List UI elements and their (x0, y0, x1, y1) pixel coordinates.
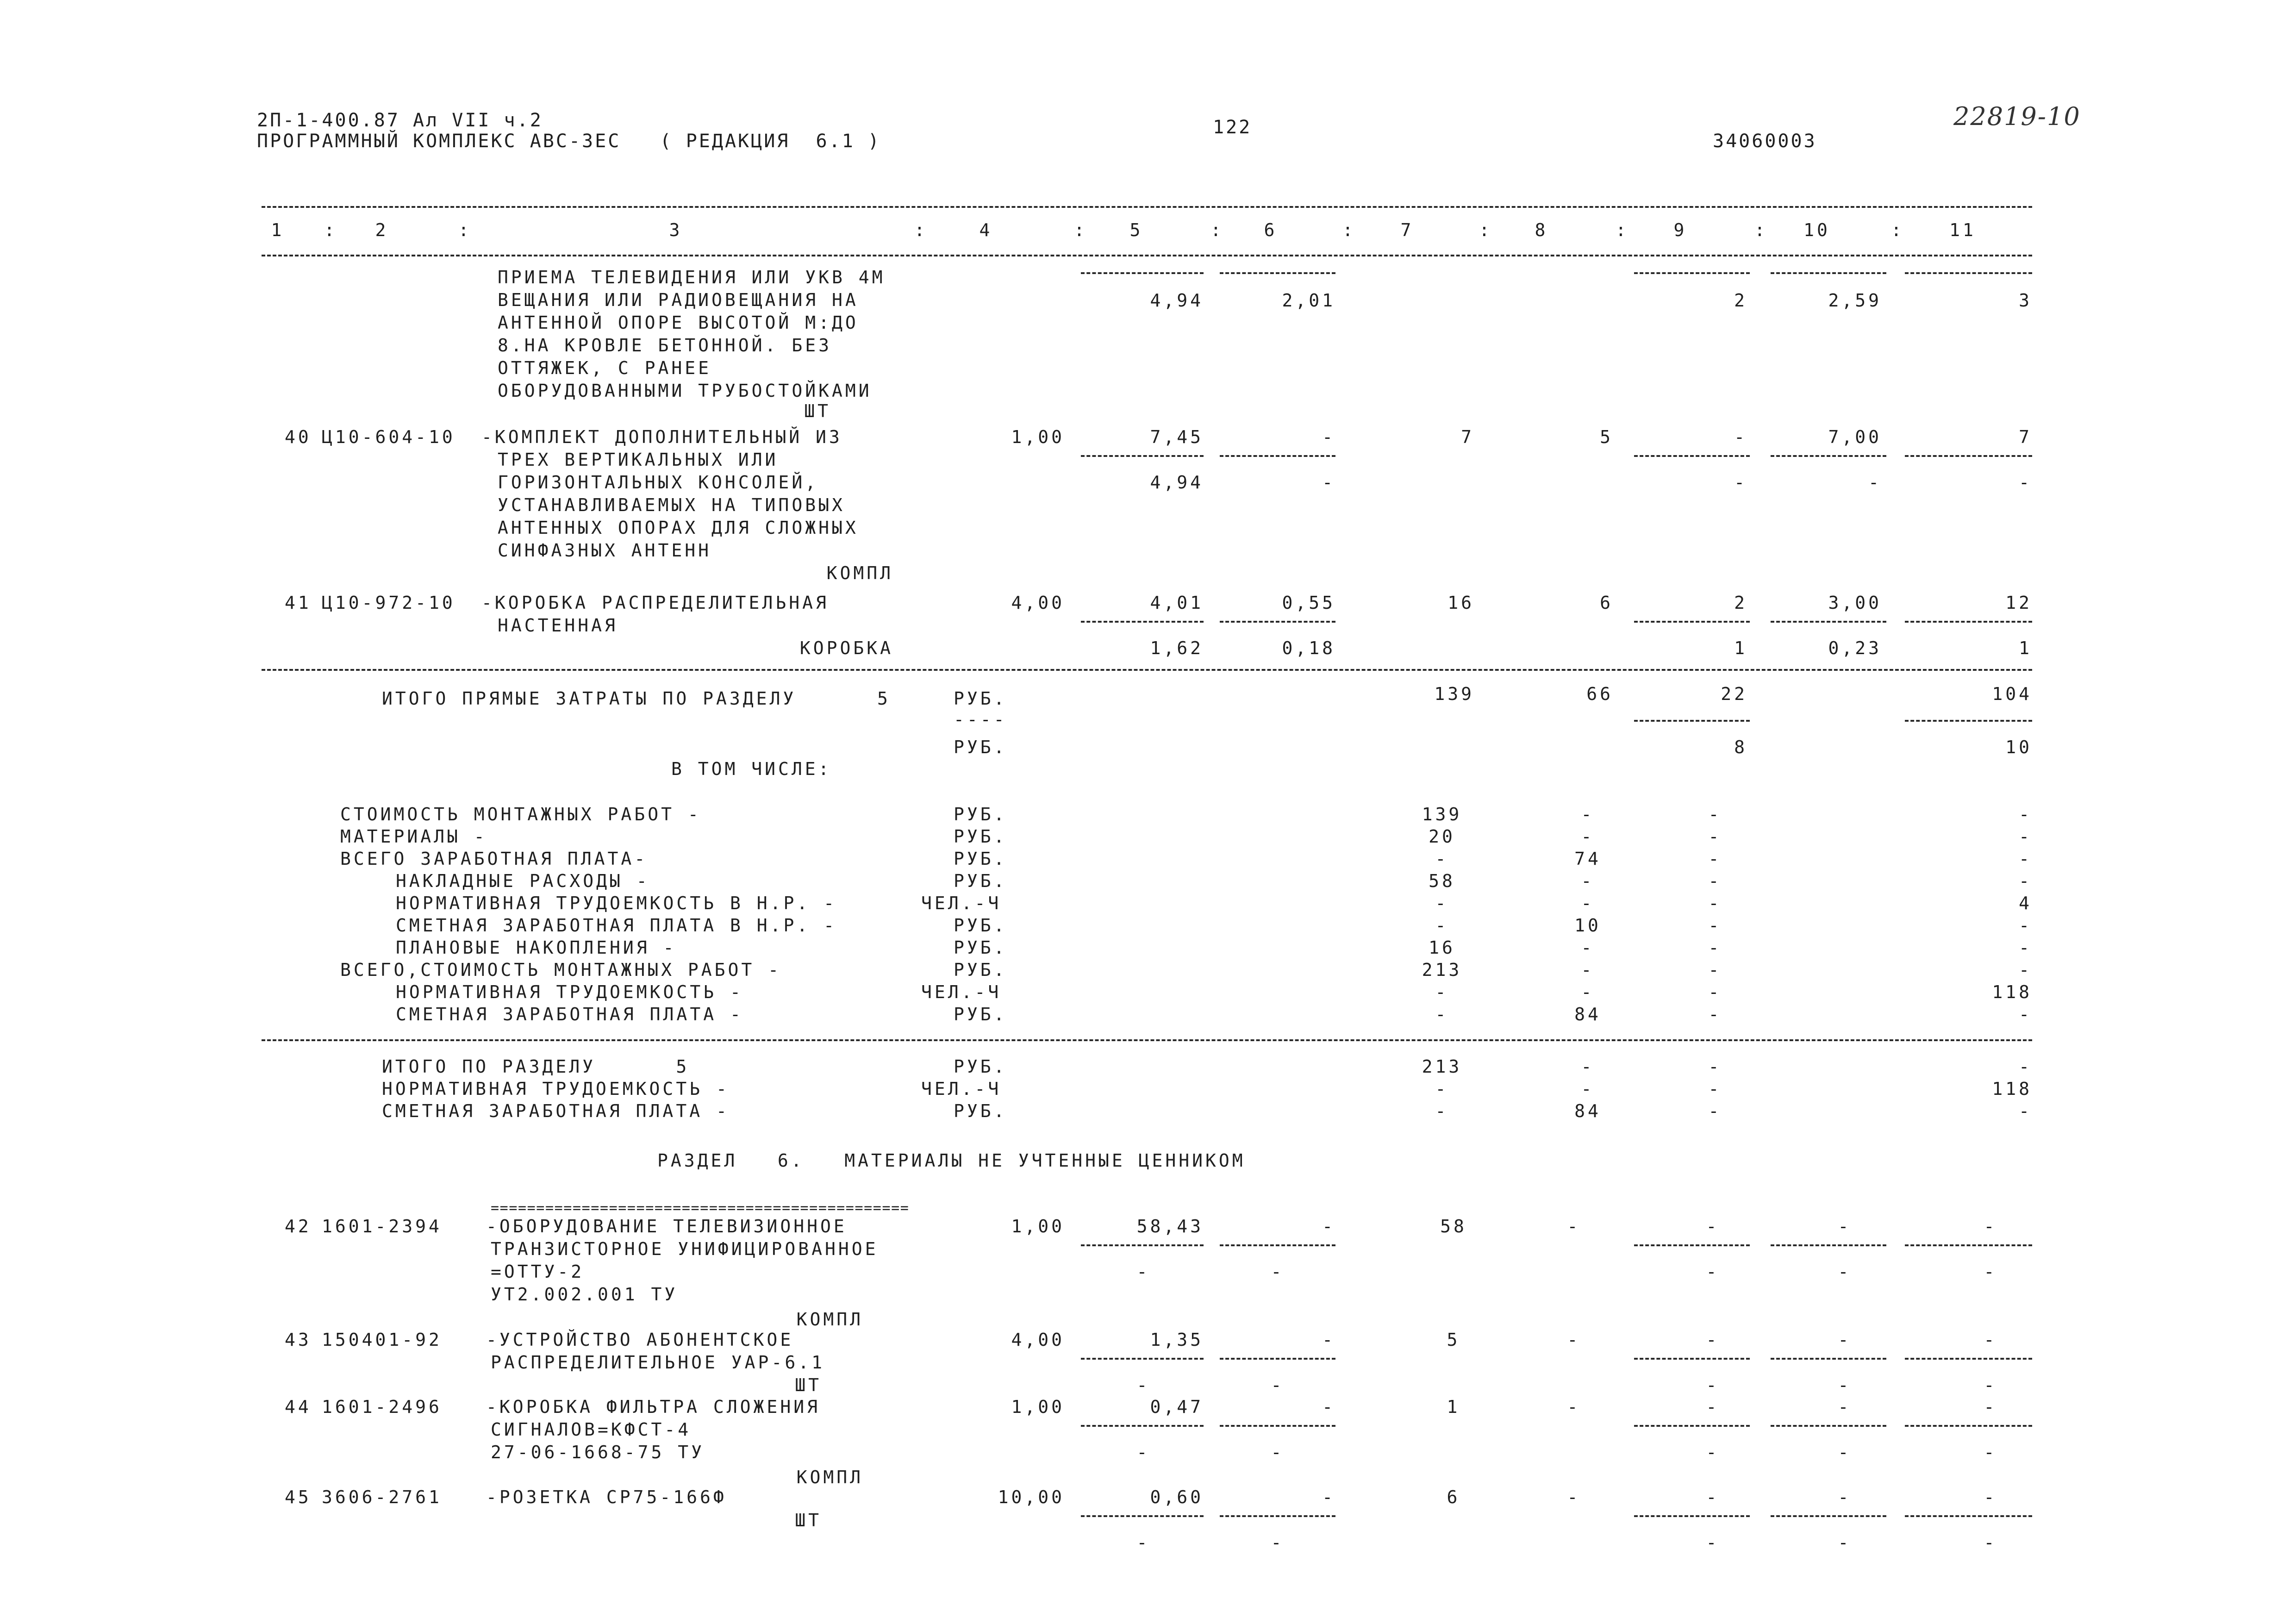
direct-costs-c9: 22 (1721, 684, 1747, 704)
breakdown-c7: - (1435, 893, 1449, 913)
material-description-line: -РОЗЕТКА СР75-166Ф (486, 1487, 727, 1507)
breakdown-c8: 84 (1574, 1004, 1601, 1024)
direct-costs-c8: 66 (1586, 684, 1613, 704)
item-code: Ц10-604-10 (322, 427, 455, 447)
column-number: 6 (1264, 220, 1278, 240)
material-c11b: - (1984, 1532, 1997, 1553)
section-rule (262, 1039, 2032, 1041)
material-c11b: - (1984, 1375, 1997, 1395)
material-c6b: - (1271, 1532, 1285, 1553)
breakdown-c11: 4 (2019, 893, 2032, 913)
subline-separator (1220, 1244, 1335, 1246)
section-total-label: НОРМАТИВНАЯ ТРУДОЕМКОСТЬ - (382, 1079, 730, 1099)
subline-separator (1081, 272, 1204, 274)
breakdown-c11: - (2019, 1004, 2032, 1024)
material-unit: ШТ (795, 1375, 822, 1395)
material-qty: 1,00 (1011, 1216, 1065, 1237)
section-total-c11: - (2019, 1101, 2032, 1121)
breakdown-label: ПЛАНОВЫЕ НАКОПЛЕНИЯ - (396, 937, 677, 958)
item-c11b: 1 (2019, 638, 2032, 658)
item-c8: 5 (1600, 427, 1613, 447)
material-c10b: - (1838, 1532, 1852, 1553)
material-c8: - (1567, 1216, 1581, 1237)
subline-separator (1905, 720, 2032, 722)
item-unit: ШТ (804, 401, 831, 421)
material-c11b: - (1984, 1442, 1997, 1462)
material-code: 1601-2496 (322, 1397, 442, 1417)
breakdown-c8: - (1581, 960, 1595, 980)
subline-separator (1905, 621, 2032, 623)
material-code: 1601-2394 (322, 1216, 442, 1237)
material-unit: КОМПЛ (796, 1467, 863, 1487)
material-c10: - (1838, 1487, 1852, 1507)
material-c11: - (1984, 1487, 1997, 1507)
subline-separator (1634, 455, 1750, 457)
breakdown-label: НАКЛАДНЫЕ РАСХОДЫ - (396, 871, 650, 891)
item-c10: 7,00 (1828, 427, 1882, 447)
item-c9: - (1734, 427, 1747, 447)
column-number: 10 (1803, 220, 1830, 240)
breakdown-unit: РУБ. (954, 937, 1007, 958)
including-label: В ТОМ ЧИСЛЕ: (671, 759, 832, 779)
item-c6: 2,01 (1282, 290, 1335, 311)
subline-separator (1081, 1358, 1204, 1360)
material-description-line: УТ2.002.001 ТУ (491, 1284, 678, 1305)
breakdown-c8: - (1581, 893, 1595, 913)
subline-separator (1634, 1358, 1750, 1360)
column-separator: : (1074, 220, 1087, 240)
item-description-line: -КОМПЛЕКТ ДОПОЛНИТЕЛЬНЫЙ ИЗ (481, 427, 842, 447)
material-number: 43 (285, 1330, 312, 1350)
item-unit: КОМПЛ (826, 563, 893, 583)
section-rule (262, 669, 2032, 671)
table-top-rule (262, 206, 2032, 208)
item-description-line: СИНФАЗНЫХ АНТЕНН (498, 540, 712, 561)
item-c11: 7 (2019, 427, 2032, 447)
item-description-line: УСТАНАВЛИВАЕМЫХ НА ТИПОВЫХ (498, 495, 845, 515)
breakdown-unit: РУБ. (954, 871, 1007, 891)
material-c8: - (1567, 1397, 1581, 1417)
item-c7: 7 (1461, 427, 1474, 447)
column-separator: : (458, 220, 472, 240)
item-description-line: НАСТЕННАЯ (498, 615, 618, 636)
subline-separator (1220, 272, 1335, 274)
breakdown-c7: 20 (1429, 826, 1455, 847)
subline-separator (1905, 1358, 2032, 1360)
material-unit: КОМПЛ (796, 1309, 863, 1330)
subline-separator (1771, 272, 1886, 274)
item-description-line: АНТЕННОЙ ОПОРЕ ВЫСОТОЙ М:ДО (498, 312, 859, 333)
breakdown-c7: 139 (1422, 804, 1462, 824)
direct-costs-c7: 139 (1434, 684, 1474, 704)
material-c6b: - (1271, 1262, 1285, 1282)
breakdown-c8: - (1581, 871, 1595, 891)
breakdown-c9: - (1708, 893, 1722, 913)
item-c10: 3,00 (1828, 593, 1882, 613)
subline-separator (1081, 1425, 1204, 1427)
subline-separator (1634, 272, 1750, 274)
section-total-unit: РУБ. (954, 1056, 1007, 1077)
breakdown-c11: - (2019, 937, 2032, 958)
section-total-c8: 84 (1574, 1101, 1601, 1121)
subline-separator (1905, 272, 2032, 274)
material-c8: - (1567, 1330, 1581, 1350)
subline-separator (1634, 1244, 1750, 1246)
direct-costs-label: ИТОГО ПРЯМЫЕ ЗАТРАТЫ ПО РАЗДЕЛУ (382, 688, 797, 709)
column-number: 1 (271, 220, 285, 240)
material-c11: - (1984, 1216, 1997, 1237)
column-separator: : (1479, 220, 1492, 240)
item-c9: 2 (1734, 290, 1747, 311)
subline-separator (1771, 1425, 1886, 1427)
item-c11: 12 (2005, 593, 2032, 613)
subline-separator (1081, 1244, 1204, 1246)
material-c7: 58 (1440, 1216, 1467, 1237)
direct-costs-c11: 104 (1992, 684, 2032, 704)
item-c6: - (1322, 427, 1335, 447)
material-description-line: -УСТРОЙСТВО АБОНЕНТСКОЕ (486, 1330, 794, 1350)
item-c5b: 4,94 (1150, 472, 1204, 493)
section-total-c9: - (1708, 1101, 1722, 1121)
material-c11b: - (1984, 1262, 1997, 1282)
column-number: 3 (669, 220, 683, 240)
item-code: Ц10-972-10 (322, 593, 455, 613)
material-c7: 5 (1447, 1330, 1460, 1350)
item-c6: 0,55 (1282, 593, 1335, 613)
section-total-c7: - (1435, 1101, 1449, 1121)
column-separator: : (1754, 220, 1768, 240)
section-total-label: ИТОГО ПО РАЗДЕЛУ 5 (382, 1056, 690, 1077)
item-c5: 4,01 (1150, 593, 1204, 613)
subline-separator (1220, 455, 1335, 457)
material-c9: - (1706, 1330, 1720, 1350)
material-number: 45 (285, 1487, 312, 1507)
document-number: 34060003 (1713, 131, 1817, 152)
breakdown-label: СТОИМОСТЬ МОНТАЖНЫХ РАБОТ - (340, 804, 701, 824)
item-c9b: 1 (1734, 638, 1747, 658)
section-total-c9: - (1708, 1079, 1722, 1099)
breakdown-unit: РУБ. (954, 826, 1007, 847)
material-description-line: -КОРОБКА ФИЛЬТРА СЛОЖЕНИЯ (486, 1397, 820, 1417)
breakdown-label: СМЕТНАЯ ЗАРАБОТНАЯ ПЛАТА В Н.Р. - (396, 915, 837, 936)
material-number: 44 (285, 1397, 312, 1417)
item-description-line: АНТЕННЫХ ОПОРАХ ДЛЯ СЛОЖНЫХ (498, 518, 859, 538)
breakdown-c11: - (2019, 804, 2032, 824)
section-total-label: СМЕТНАЯ ЗАРАБОТНАЯ ПЛАТА - (382, 1101, 730, 1121)
breakdown-c8: - (1581, 937, 1595, 958)
column-separator: : (1342, 220, 1356, 240)
item-c9: 2 (1734, 593, 1747, 613)
subline-separator (1905, 1515, 2032, 1517)
direct-costs-c9b: 8 (1734, 737, 1747, 757)
material-c5b: - (1136, 1262, 1150, 1282)
material-code: 3606-2761 (322, 1487, 442, 1507)
breakdown-c9: - (1708, 937, 1722, 958)
column-number: 5 (1129, 220, 1143, 240)
section-6-title: РАЗДЕЛ 6. МАТЕРИАЛЫ НЕ УЧТЕННЫЕ ЦЕННИКОМ (657, 1150, 1246, 1171)
material-c6b: - (1271, 1442, 1285, 1462)
column-separator: : (914, 220, 928, 240)
item-c5: 4,94 (1150, 290, 1204, 311)
item-c5b: 1,62 (1150, 638, 1204, 658)
breakdown-c7: - (1435, 915, 1449, 936)
subline-separator (1905, 1244, 2032, 1246)
section-total-unit: РУБ. (954, 1101, 1007, 1121)
breakdown-label: НОРМАТИВНАЯ ТРУДОЕМКОСТЬ - (396, 982, 743, 1002)
breakdown-unit: ЧЕЛ.-Ч (921, 893, 1002, 913)
material-c6: - (1322, 1216, 1335, 1237)
breakdown-unit: РУБ. (954, 1004, 1007, 1024)
section-total-c11: - (2019, 1056, 2032, 1077)
subline-separator (1220, 1358, 1335, 1360)
subline-separator (1771, 455, 1886, 457)
material-c9b: - (1706, 1375, 1720, 1395)
breakdown-c11: - (2019, 826, 2032, 847)
material-code: 150401-92 (322, 1330, 442, 1350)
section-total-c8: - (1581, 1079, 1595, 1099)
breakdown-c11: - (2019, 849, 2032, 869)
column-number: 7 (1400, 220, 1414, 240)
page-number: 122 (1213, 117, 1252, 138)
breakdown-unit: РУБ. (954, 849, 1007, 869)
material-c6: - (1322, 1397, 1335, 1417)
column-number: 9 (1673, 220, 1687, 240)
material-c5: 58,43 (1136, 1216, 1204, 1237)
direct-costs-dash: ---- (954, 709, 1007, 730)
material-unit: ШТ (795, 1510, 822, 1530)
material-c7: 1 (1447, 1397, 1460, 1417)
subline-separator (1634, 621, 1750, 623)
item-description-line: -КОРОБКА РАСПРЕДЕЛИТЕЛЬНАЯ (481, 593, 829, 613)
section-total-c7: - (1435, 1079, 1449, 1099)
section-total-c7: 213 (1422, 1056, 1462, 1077)
item-description-line: ПРИЕМА ТЕЛЕВИДЕНИЯ ИЛИ УКВ 4М (498, 267, 886, 287)
program-title: ПРОГРАММНЫЙ КОМПЛЕКС АВС-3ЕС ( РЕДАКЦИЯ 6.1 ) (257, 131, 881, 152)
column-number: 8 (1535, 220, 1548, 240)
breakdown-unit: РУБ. (954, 915, 1007, 936)
item-c8: 6 (1600, 593, 1613, 613)
subline-separator (1905, 1425, 2032, 1427)
breakdown-label: СМЕТНАЯ ЗАРАБОТНАЯ ПЛАТА - (396, 1004, 743, 1024)
item-c6b: 0,18 (1282, 638, 1335, 658)
subline-separator (1220, 1425, 1335, 1427)
section-6-equals-rule: ============================================== (491, 1200, 910, 1216)
material-c10b: - (1838, 1262, 1852, 1282)
subline-separator (1081, 455, 1204, 457)
item-qty: 1,00 (1011, 427, 1065, 447)
material-c10: - (1838, 1216, 1852, 1237)
material-c6: - (1322, 1330, 1335, 1350)
breakdown-unit: РУБ. (954, 960, 1007, 980)
material-c7: 6 (1447, 1487, 1460, 1507)
breakdown-c7: - (1435, 982, 1449, 1002)
column-number: 4 (979, 220, 993, 240)
column-separator: : (324, 220, 337, 240)
material-c5: 1,35 (1150, 1330, 1204, 1350)
material-c5: 0,47 (1150, 1397, 1204, 1417)
item-c10b: 0,23 (1828, 638, 1882, 658)
material-c5b: - (1136, 1375, 1150, 1395)
item-c6b: - (1322, 472, 1335, 493)
material-qty: 4,00 (1011, 1330, 1065, 1350)
breakdown-c9: - (1708, 871, 1722, 891)
breakdown-c8: 10 (1574, 915, 1601, 936)
item-description-line: ТРЕХ ВЕРТИКАЛЬНЫХ ИЛИ (498, 450, 779, 470)
material-description-line: СИГНАЛОВ=КФСТ-4 (491, 1419, 692, 1440)
material-c5b: - (1136, 1532, 1150, 1553)
column-separator: : (1210, 220, 1224, 240)
subline-separator (1905, 455, 2032, 457)
breakdown-c11: - (2019, 871, 2032, 891)
item-description-line: ОБОРУДОВАННЫМИ ТРУБОСТОЙКАМИ (498, 381, 872, 401)
material-c9b: - (1706, 1442, 1720, 1462)
breakdown-label: ВСЕГО ЗАРАБОТНАЯ ПЛАТА- (340, 849, 648, 869)
material-c5: 0,60 (1150, 1487, 1204, 1507)
material-c9: - (1706, 1487, 1720, 1507)
column-number: 2 (375, 220, 389, 240)
breakdown-c9: - (1708, 826, 1722, 847)
column-separator: : (1891, 220, 1904, 240)
material-c10b: - (1838, 1375, 1852, 1395)
direct-costs-unit: РУБ. (954, 737, 1007, 757)
material-c10: - (1838, 1397, 1852, 1417)
subline-separator (1771, 1244, 1886, 1246)
breakdown-c8: - (1581, 804, 1595, 824)
material-description-line: =ОТТУ-2 (491, 1262, 585, 1282)
item-unit: КОРОБКА (799, 638, 893, 658)
breakdown-c7: 58 (1429, 871, 1455, 891)
breakdown-label: ВСЕГО,СТОИМОСТЬ МОНТАЖНЫХ РАБОТ - (340, 960, 781, 980)
breakdown-unit: ЧЕЛ.-Ч (921, 982, 1002, 1002)
section-total-c11: 118 (1992, 1079, 2032, 1099)
breakdown-c8: - (1581, 982, 1595, 1002)
item-c11: 3 (2019, 290, 2032, 311)
item-c11b: - (2019, 472, 2032, 493)
material-c8: - (1567, 1487, 1581, 1507)
material-qty: 1,00 (1011, 1397, 1065, 1417)
subline-separator (1081, 621, 1204, 623)
breakdown-c11: - (2019, 960, 2032, 980)
breakdown-c7: 16 (1429, 937, 1455, 958)
handwritten-serial: 22819-10 (1953, 102, 2081, 131)
item-c7: 16 (1447, 593, 1474, 613)
item-description-line: ГОРИЗОНТАЛЬНЫХ КОНСОЛЕЙ, (498, 472, 819, 493)
item-description-line: 8.НА КРОВЛЕ БЕТОННОЙ. БЕЗ (498, 335, 832, 356)
item-c10: 2,59 (1828, 290, 1882, 311)
section-total-unit: ЧЕЛ.-Ч (921, 1079, 1002, 1099)
section-total-c8: - (1581, 1056, 1595, 1077)
material-description-line: ТРАНЗИСТОРНОЕ УНИФИЦИРОВАННОЕ (491, 1239, 879, 1259)
item-description-line: ОТТЯЖЕК, С РАНЕЕ (498, 358, 712, 378)
material-description-line: -ОБОРУДОВАНИЕ ТЕЛЕВИЗИОННОЕ (486, 1216, 847, 1237)
direct-costs-c11b: 10 (2005, 737, 2032, 757)
subline-separator (1771, 1358, 1886, 1360)
subline-separator (1634, 1515, 1750, 1517)
item-c9b: - (1734, 472, 1747, 493)
column-number: 11 (1949, 220, 1976, 240)
subline-separator (1634, 720, 1750, 722)
material-c11: - (1984, 1330, 1997, 1350)
breakdown-c9: - (1708, 982, 1722, 1002)
breakdown-c8: - (1581, 826, 1595, 847)
subline-separator (1634, 1425, 1750, 1427)
material-c9: - (1706, 1397, 1720, 1417)
subline-separator (1081, 1515, 1204, 1517)
subline-separator (1771, 621, 1886, 623)
item-number: 41 (285, 593, 312, 613)
breakdown-c9: - (1708, 915, 1722, 936)
item-number: 40 (285, 427, 312, 447)
material-number: 42 (285, 1216, 312, 1237)
breakdown-c7: - (1435, 849, 1449, 869)
breakdown-c9: - (1708, 849, 1722, 869)
breakdown-c7: 213 (1422, 960, 1462, 980)
breakdown-label: МАТЕРИАЛЫ - (340, 826, 487, 847)
material-c9b: - (1706, 1262, 1720, 1282)
material-description-line: РАСПРЕДЕЛИТЕЛЬНОЕ УАР-6.1 (491, 1352, 825, 1373)
table-header-rule (262, 255, 2032, 256)
material-c10b: - (1838, 1442, 1852, 1462)
material-c11: - (1984, 1397, 1997, 1417)
breakdown-c11: - (2019, 915, 2032, 936)
material-description-line: 27-06-1668-75 ТУ (491, 1442, 705, 1462)
subline-separator (1220, 621, 1335, 623)
item-c10b: - (1868, 472, 1882, 493)
document-code: 2П-1-400.87 Ал VII ч.2 (257, 110, 543, 131)
column-separator: : (1616, 220, 1629, 240)
breakdown-c11: 118 (1992, 982, 2032, 1002)
material-c6b: - (1271, 1375, 1285, 1395)
breakdown-label: НОРМАТИВНАЯ ТРУДОЕМКОСТЬ В Н.Р. - (396, 893, 837, 913)
material-c5b: - (1136, 1442, 1150, 1462)
material-qty: 10,00 (998, 1487, 1065, 1507)
direct-costs-unit: РУБ. (954, 688, 1007, 709)
breakdown-c7: - (1435, 1004, 1449, 1024)
material-c10: - (1838, 1330, 1852, 1350)
subline-separator (1220, 1515, 1335, 1517)
breakdown-c8: 74 (1574, 849, 1601, 869)
subline-separator (1771, 1515, 1886, 1517)
material-c6: - (1322, 1487, 1335, 1507)
direct-costs-section: 5 (877, 688, 891, 709)
item-description-line: ВЕЩАНИЯ ИЛИ РАДИОВЕЩАНИЯ НА (498, 290, 859, 310)
material-c9: - (1706, 1216, 1720, 1237)
breakdown-c9: - (1708, 960, 1722, 980)
item-c5: 7,45 (1150, 427, 1204, 447)
item-qty: 4,00 (1011, 593, 1065, 613)
breakdown-unit: РУБ. (954, 804, 1007, 824)
section-total-c9: - (1708, 1056, 1722, 1077)
breakdown-c9: - (1708, 1004, 1722, 1024)
material-c9b: - (1706, 1532, 1720, 1553)
breakdown-c9: - (1708, 804, 1722, 824)
